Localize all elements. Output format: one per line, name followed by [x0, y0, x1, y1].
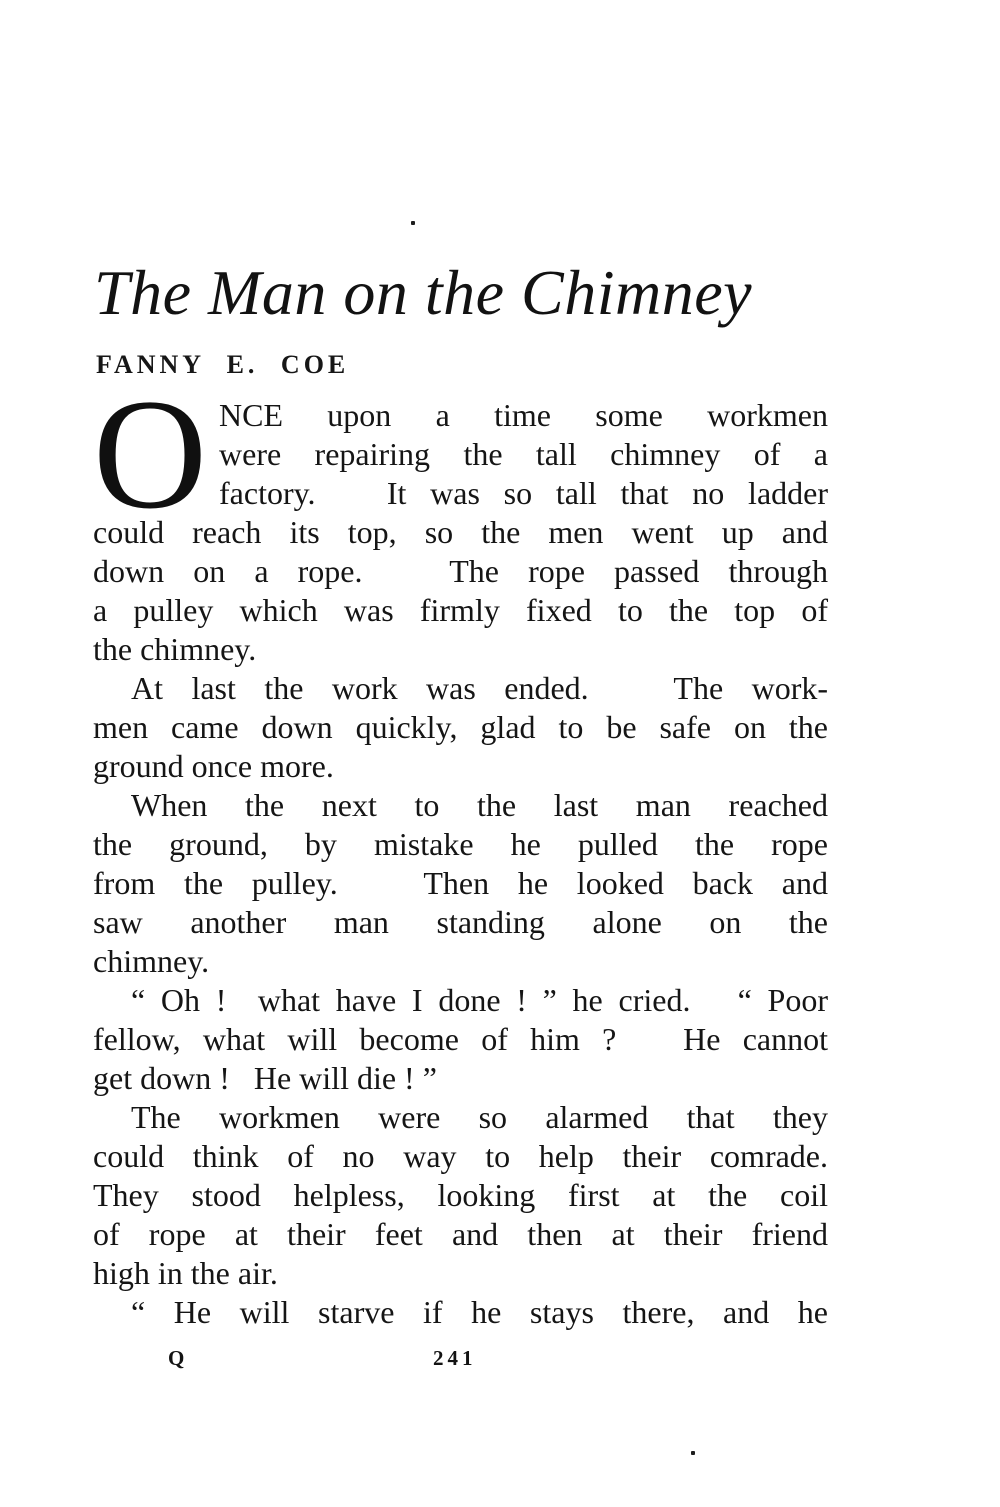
story-line: At last the work was ended. The work- — [131, 670, 828, 706]
story-line: NCE upon a time some workmen — [219, 397, 828, 433]
story-line: chimney. — [93, 943, 210, 979]
story-line: down on a rope. The rope passed through — [93, 553, 828, 589]
story-line: ground once more. — [93, 748, 334, 784]
story-line: the ground, by mistake he pulled the rope — [93, 826, 828, 862]
story-line: men came down quickly, glad to be safe on the — [93, 709, 828, 745]
story-line: could reach its top, so the men went up and — [93, 514, 828, 550]
scan-speck — [411, 221, 415, 225]
story-line: The workmen were so alarmed that they — [131, 1099, 828, 1135]
story-line: “ Oh ! what have I done ! ” he cried. “ Poor — [131, 982, 828, 1018]
story-line: saw another man standing alone on the — [93, 904, 828, 940]
story-line: factory. It was so tall that no ladder — [219, 475, 828, 511]
printers-signature-mark: Q — [168, 1346, 185, 1370]
story-line: could think of no way to help their comrade. — [93, 1138, 828, 1174]
page-number: 241 — [433, 1346, 477, 1370]
story-line: were repairing the tall chimney of a — [219, 436, 828, 472]
story-line: fellow, what will become of him ? He cannot — [93, 1021, 828, 1057]
page-title: The Man on the Chimney — [94, 257, 752, 328]
story-line: high in the air. — [93, 1255, 278, 1291]
story-line: a pulley which was firmly fixed to the top of — [93, 592, 828, 628]
story-line: of rope at their feet and then at their friend — [93, 1216, 828, 1252]
story-line: get down ! He will die ! ” — [93, 1060, 437, 1096]
author-byline: FANNY E. COE — [96, 350, 350, 379]
story-line: They stood helpless, looking first at the coil — [93, 1177, 828, 1213]
story-line: When the next to the last man reached — [131, 787, 828, 823]
drop-cap-letter: O — [93, 367, 208, 542]
story-line: from the pulley. Then he looked back and — [93, 865, 828, 901]
story-line: “ He will starve if he stays there, and he — [131, 1294, 828, 1330]
story-line: the chimney. — [93, 631, 257, 667]
story-body — [93, 367, 828, 1332]
scan-speck — [691, 1451, 695, 1455]
